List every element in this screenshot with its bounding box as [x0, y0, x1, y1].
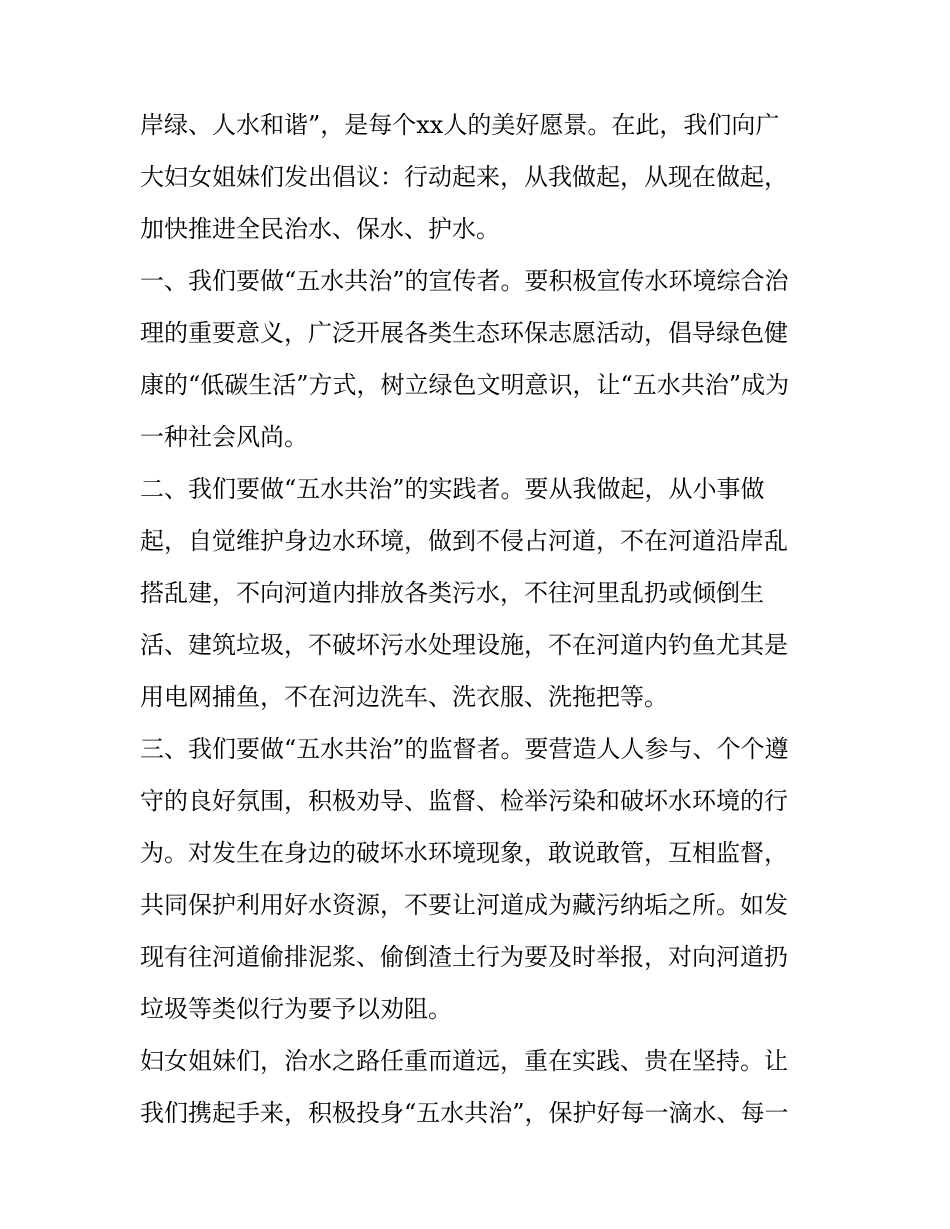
text-line: 三、我们要做“五水共治”的监督者。要营造人人参与、个个遵	[140, 735, 789, 763]
text-line: 为。对发生在身边的破坏水环境现象，敢说敢管，互相监督，	[140, 839, 788, 867]
text-line: 二、我们要做“五水共治”的实践者。要从我做起，从小事做	[140, 475, 765, 503]
text-line: 活、建筑垃圾，不破坏污水处理设施，不在河道内钓鱼尤其是	[140, 631, 788, 659]
text-line: 康的“低碳生活”方式，树立绿色文明意识，让“五水共治”成为	[140, 371, 790, 399]
text-line: 一种社会风尚。	[140, 423, 308, 451]
text-line: 理的重要意义，广泛开展各类生态环保志愿活动，倡导绿色健	[140, 319, 788, 347]
text-line: 共同保护利用好水资源，不要让河道成为藏污纳垢之所。如发	[140, 891, 788, 919]
text-line: 起，自觉维护身边水环境，做到不侵占河道，不在河道沿岸乱	[140, 527, 788, 555]
text-line: 搭乱建，不向河道内排放各类污水，不往河里乱扔或倾倒生	[140, 579, 764, 607]
text-line: 妇女姐妹们，治水之路任重而道远，重在实践、贵在坚持。让	[140, 1047, 788, 1075]
text-line: 一、我们要做“五水共治”的宣传者。要积极宣传水环境综合治	[140, 267, 789, 295]
text-line: 我们携起手来，积极投身“五水共治”，保护好每一滴水、每一	[140, 1099, 789, 1127]
document-body	[140, 99, 820, 1139]
text-line: 加快推进全民治水、保水、护水。	[140, 215, 500, 243]
text-line: 岸绿、人水和谐”，是每个xx人的美好愿景。在此，我们向广	[140, 111, 780, 139]
text-line: 大妇女姐妹们发出倡议：行动起来，从我做起，从现在做起，	[140, 163, 788, 191]
text-line: 垃圾等类似行为要予以劝阻。	[140, 995, 452, 1023]
text-line: 用电网捕鱼，不在河边洗车、洗衣服、洗拖把等。	[140, 683, 668, 711]
text-line: 现有往河道偷排泥浆、偷倒渣土行为要及时举报，对向河道扔	[140, 943, 788, 971]
text-line: 守的良好氛围，积极劝导、监督、检举污染和破坏水环境的行	[140, 787, 788, 815]
